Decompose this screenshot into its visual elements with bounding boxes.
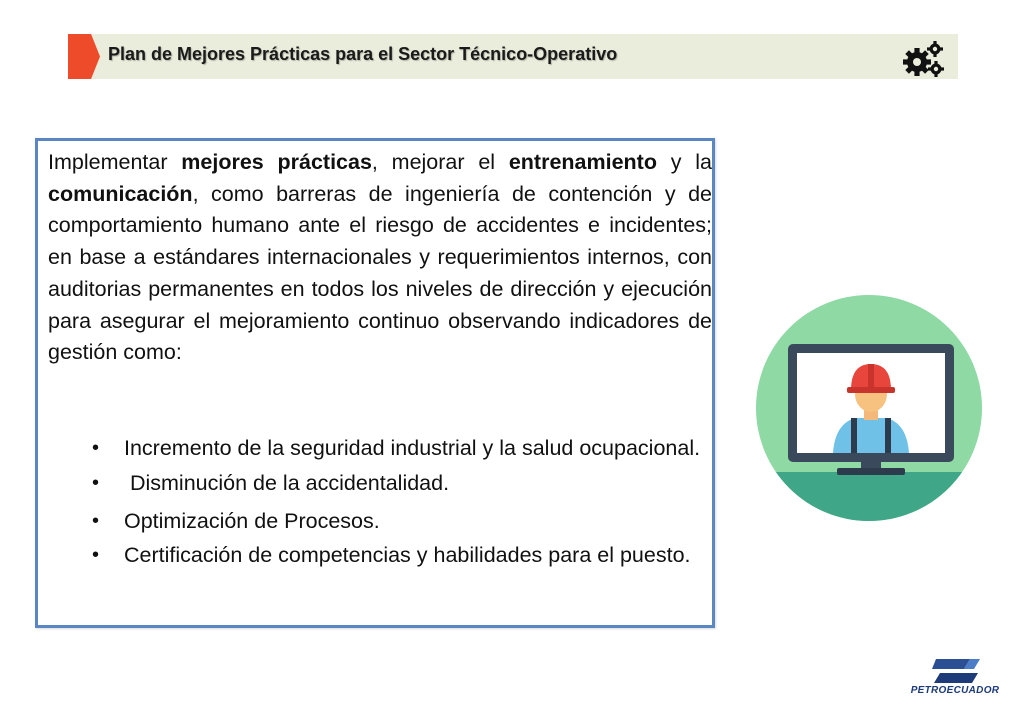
bullet-text: Incremento de la seguridad industrial y la salud ocupacional. bbox=[124, 436, 701, 460]
gears-icon bbox=[903, 40, 945, 78]
bullet-text: Certificación de competencias y habilidades para el puesto. bbox=[124, 543, 691, 567]
paragraph-text-3: y la bbox=[656, 150, 712, 174]
intro-paragraph bbox=[48, 147, 712, 369]
paragraph-bold-1: mejores prácticas bbox=[181, 150, 372, 174]
bullet-text: Optimización de Procesos. bbox=[124, 509, 380, 533]
list-item bbox=[48, 433, 712, 463]
bullet-list bbox=[48, 433, 712, 574]
paragraph-text-1: Implementar bbox=[48, 150, 182, 174]
logo-text: PETROECUADOR bbox=[910, 685, 1000, 696]
worker-monitor-icon bbox=[755, 294, 983, 522]
page-title: Plan de Mejores Prácticas para el Sector Técnico-Operativo bbox=[108, 44, 618, 64]
bullet-icon: • bbox=[92, 472, 100, 494]
petroecuador-mark-icon bbox=[930, 655, 982, 687]
petroecuador-logo bbox=[900, 655, 1010, 705]
bullet-icon: • bbox=[92, 510, 100, 532]
list-item bbox=[48, 540, 712, 570]
paragraph-bold-3: comunicación bbox=[48, 181, 193, 206]
content-box bbox=[35, 138, 715, 628]
bullet-icon: • bbox=[92, 544, 100, 566]
paragraph-text-4: , como barreras de ingeniería de contención y de comportamiento humano ante el riesgo de accidentes e incidentes; en base a estándares internacionales y requerimientos internos, con auditorias permanentes en todos los niveles de dirección y ejecución para asegurar el mejoramiento continuo observando indicadores de gestión como: bbox=[48, 181, 712, 365]
paragraph-text-2: , mejorar el bbox=[371, 150, 509, 174]
paragraph-bold-2: entrenamiento bbox=[508, 150, 657, 174]
list-item bbox=[48, 506, 712, 536]
bullet-text: Disminución de la accidentalidad. bbox=[124, 471, 450, 495]
bullet-icon: • bbox=[92, 437, 100, 459]
list-item bbox=[48, 468, 712, 498]
